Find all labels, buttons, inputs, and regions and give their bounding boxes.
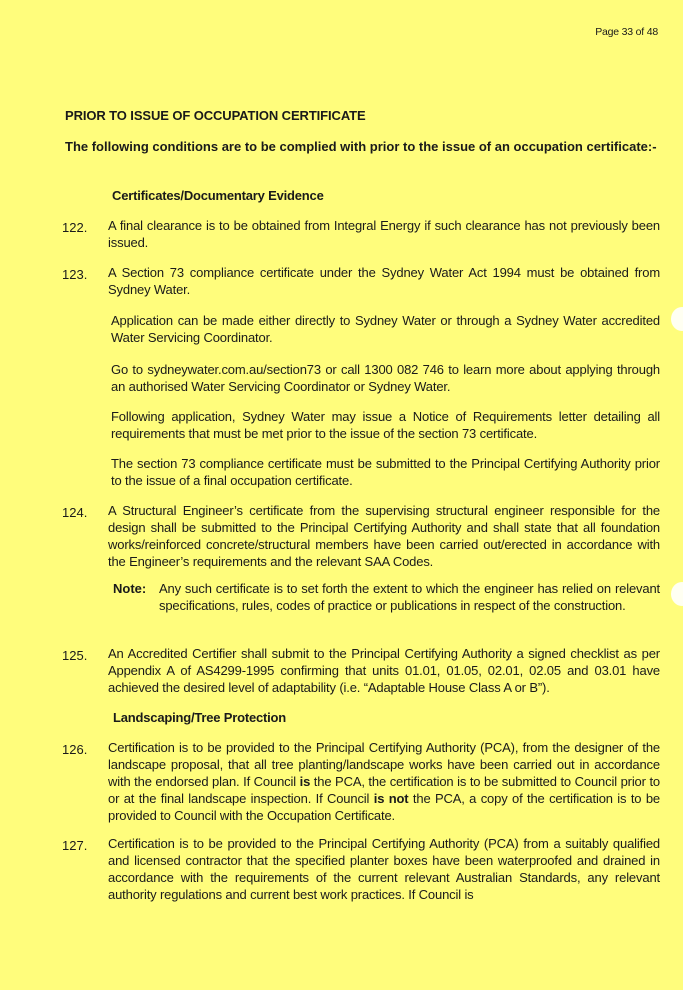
condition-126 [62,739,660,824]
emphasis-is-not: is not [373,791,409,806]
subheading-landscaping: Landscaping/Tree Protection [113,710,287,725]
condition-number: 122. [62,220,88,235]
section-heading: PRIOR TO ISSUE OF OCCUPATION CERTIFICATE [65,108,366,123]
note-label: Note: [113,581,147,596]
condition-number: 126. [62,742,88,757]
condition-number: 123. [62,267,88,282]
condition-122 [62,217,660,251]
subheading-certificates: Certificates/Documentary Evidence [112,188,324,203]
text-run: the PCA, the certification is to be submitted to Council prior to or at the final landscape inspection. If Council [108,774,660,806]
condition-text: A Structural Engineer’s certificate from the supervising structural engineer responsible for the design shall be submitted to the Principal Certifying Authority and shall state that all foundation works/reinforced concrete/structural members have been carried out/erected in accordance with the Engineer’s requirements and the relevant SAA Codes. [108,503,660,569]
condition-125 [62,645,660,696]
note-text: Any such certificate is to set forth the extent to which the engineer has relied on relevant specifications, rules, codes of practice or publications in respect of the construction. [159,581,660,613]
condition-123-paragraph: Go to sydneywater.com.au/section73 or call 1300 082 746 to learn more about applying through an authorised Water Servicing Coordinator or Sydney Water. [111,362,660,394]
condition-number: 125. [62,648,88,663]
punch-hole-bottom [671,582,683,606]
text-run: the PCA, a copy of the certification is to be provided to Council with the Occupation Certificate. [108,791,660,823]
punch-hole-top [671,307,683,331]
text-run: Certification is to be provided to the Principal Certifying Authority (PCA), from the designer of the landscape proposal, that all tree planting/landscape works have been carried out in accordance with the endorsed plan. If Council [108,740,660,789]
condition-text: A final clearance is to be obtained from Integral Energy if such clearance has not previously been issued. [108,218,660,250]
condition-123 [62,264,660,298]
condition-124 [62,502,660,570]
condition-text: An Accredited Certifier shall submit to the Principal Certifying Authority a signed checklist as per Appendix A of AS4299-1995 confirming that units 01.01, 01.05, 02.01, 02.05 and 03.01 have achieved the desired level of adaptability (i.e. “Adaptable House Class A or B”). [108,646,660,695]
condition-123-paragraph: Following application, Sydney Water may issue a Notice of Requirements letter detailing all requirements that must be met prior to the issue of the section 73 certificate. [111,409,660,441]
intro-paragraph: The following conditions are to be complied with prior to the issue of an occupation certificate:- [65,139,657,154]
condition-text: Certification is to be provided to the Principal Certifying Authority (PCA) from a suitably qualified and licensed contractor that the specified planter boxes have been waterproofed and drained in accordance with the requirements of the current relevant Australian Standards, any relevant authority regulations and current best work practices. If Council is [108,836,660,902]
condition-text: A Section 73 compliance certificate under the Sydney Water Act 1994 must be obtained from Sydney Water. [108,265,660,297]
condition-124-note [113,580,660,614]
condition-number: 124. [62,505,88,520]
condition-number: 127. [62,838,88,853]
page-number: Page 33 of 48 [595,26,658,38]
condition-123-paragraph: The section 73 compliance certificate must be submitted to the Principal Certifying Authority prior to the issue of a final occupation certificate. [111,456,660,488]
condition-123-paragraph: Application can be made either directly to Sydney Water or through a Sydney Water accredited Water Servicing Coordinator. [111,313,660,345]
condition-text [108,739,660,824]
condition-127 [62,835,660,903]
emphasis-is: is [299,774,311,789]
